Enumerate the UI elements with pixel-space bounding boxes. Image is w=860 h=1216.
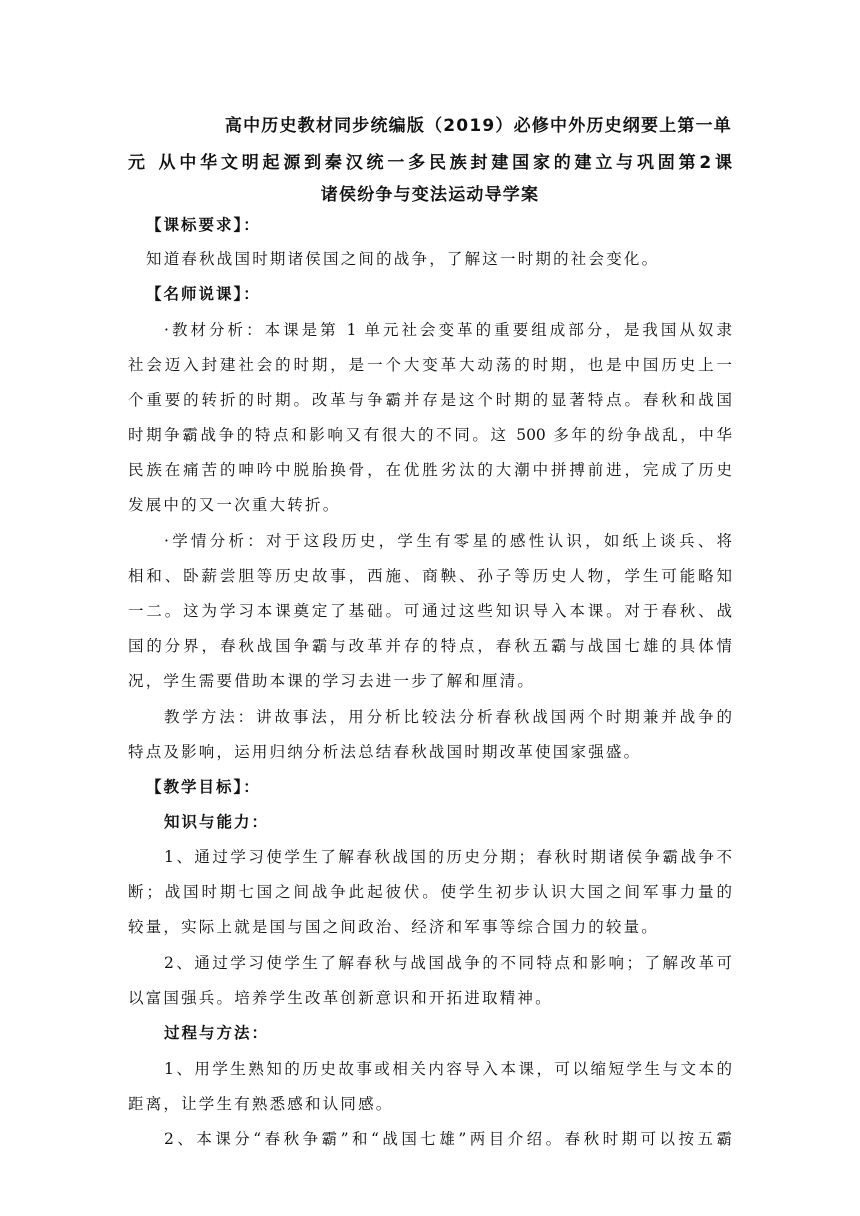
knowledge-heading: 知识与能力：	[164, 813, 270, 831]
document-title-line-3: 诸侯纷争与变法运动导学案	[320, 185, 540, 205]
goals-heading: 【教学目标】：	[146, 778, 261, 796]
knowledge-item-1-line: 1、通过学习使学生了解春秋战国的历史分期；春秋时期诸侯争霸战争不	[164, 848, 732, 866]
knowledge-item-2-line: 以富国强兵。培养学生改革创新意识和开拓进取精神。	[128, 989, 553, 1007]
curriculum-heading: 【课标要求】：	[146, 216, 261, 234]
student-analysis-line: 相和、卧薪尝胆等历史故事，西施、商鞅、孙子等历史人物，学生可能略知	[128, 567, 732, 585]
student-analysis-line: 况，学生需要借助本课的学习去进一步了解和厘清。	[128, 672, 536, 690]
textbook-analysis-line: 民族在痛苦的呻吟中脱胎换骨，在优胜劣汰的大潮中拼搏前进，完成了历史	[128, 461, 732, 479]
document-title-line-1: 高中历史教材同步统编版（2019）必修中外历史纲要上第一单	[224, 116, 732, 136]
textbook-analysis-line: 发展中的又一次重大转折。	[128, 496, 341, 514]
textbook-analysis-line: 社会迈入封建社会的时期，是一个大变革大动荡的时期，也是中国历史上一	[128, 356, 732, 374]
student-analysis-line: 国的分界，春秋战国争霸与改革并存的特点，春秋五霸与战国七雄的具体情	[128, 637, 732, 655]
curriculum-text: 知道春秋战国时期诸侯国之间的战争，了解这一时期的社会变化。	[146, 250, 660, 268]
textbook-analysis-line: 个重要的转折的时期。改革与争霸并存是这个时期的显著特点。春秋和战国	[128, 391, 732, 409]
process-item-1-line: 距离，让学生有熟悉感和认同感。	[128, 1095, 394, 1113]
knowledge-item-1-line: 较量，实际上就是国与国之间政治、经济和军事等综合国力的较量。	[128, 918, 660, 936]
process-item-2-line: 2、本课分“春秋争霸”和“战国七雄”两目介绍。春秋时期可以按五霸	[164, 1130, 732, 1148]
process-item-1-line: 1、用学生熟知的历史故事或相关内容导入本课，可以缩短学生与文本的	[164, 1060, 732, 1078]
process-heading: 过程与方法：	[164, 1024, 270, 1042]
document-title-line-2: 元 从中华文明起源到秦汉统一多民族封建国家的建立与巩固第2课	[128, 153, 732, 173]
teaching-method-line: 特点及影响，运用归纳分析法总结春秋战国时期改革使国家强盛。	[128, 743, 642, 761]
teaching-method-line: 教学方法：讲故事法，用分析比较法分析春秋战国两个时期兼并战争的	[164, 708, 732, 726]
textbook-analysis-line: 时期争霸战争的特点和影响又有很大的不同。这 500 多年的纷争战乱，中华	[128, 426, 732, 444]
teacher-heading: 【名师说课】：	[146, 285, 261, 303]
textbook-analysis-line: ·教材分析：本课是第 1 单元社会变革的重要组成部分，是我国从奴隶	[164, 321, 732, 339]
knowledge-item-2-line: 2、通过学习使学生了解春秋与战国战争的不同特点和影响；了解改革可	[164, 954, 732, 972]
student-analysis-line: ·学情分析：对于这段历史，学生有零星的感性认识，如纸上谈兵、将	[164, 532, 732, 550]
student-analysis-line: 一二。这为学习本课奠定了基础。可通过这些知识导入本课。对于春秋、战	[128, 602, 732, 620]
knowledge-item-1-line: 断；战国时期七国之间战争此起彼伏。使学生初步认识大国之间军事力量的	[128, 883, 732, 901]
